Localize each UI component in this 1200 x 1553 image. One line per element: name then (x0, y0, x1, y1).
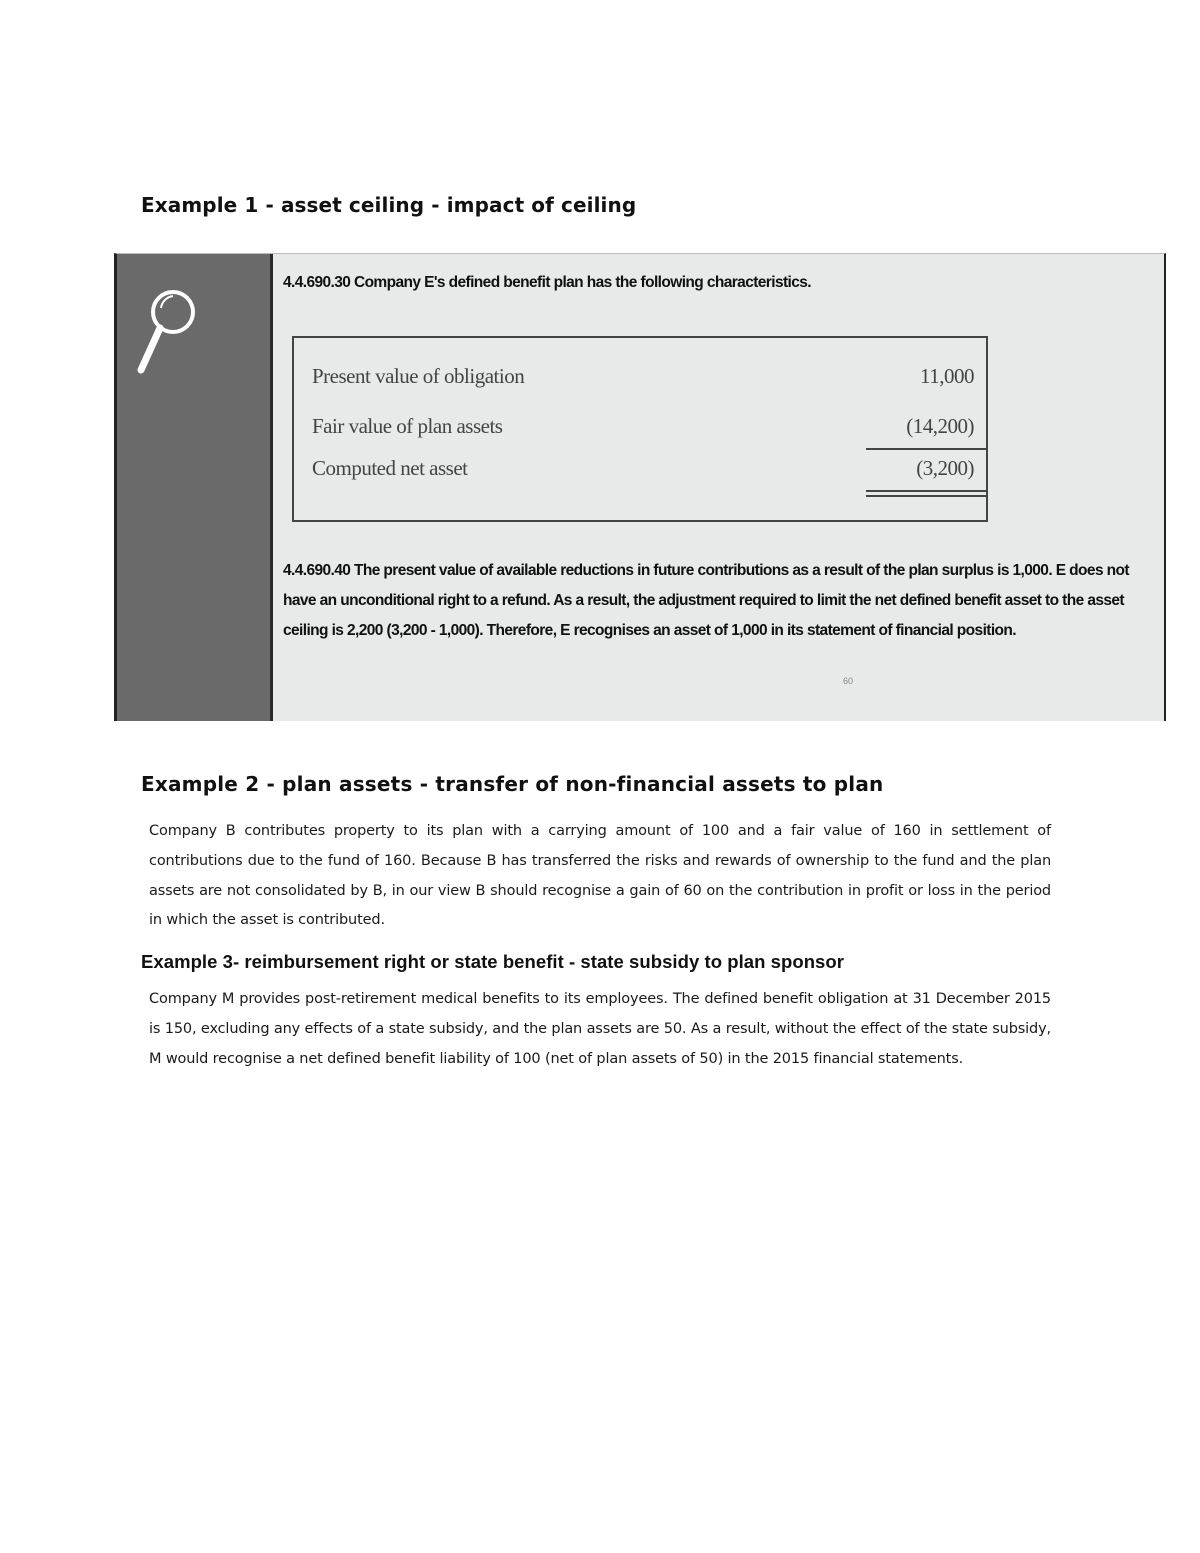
example-1-heading: Example 1 - asset ceiling - impact of ceiling (141, 193, 637, 217)
total-double-rule-bottom (866, 495, 988, 497)
box-sidebar (117, 254, 273, 721)
row-label: Computed net asset (312, 456, 468, 480)
net-asset-table (292, 336, 988, 522)
row-label: Present value of obligation (312, 364, 525, 388)
paragraph-ref: 4.4.690.40 (283, 562, 351, 579)
row-value: (3,200) (916, 456, 974, 480)
example-2-heading: Example 2 - plan assets - transfer of non-financial assets to plan (141, 772, 884, 796)
page-mark: 60 (843, 676, 854, 686)
total-double-rule-top (866, 490, 988, 492)
subtotal-rule (866, 448, 988, 450)
example-1-box (114, 253, 1166, 721)
paragraph-text: Company E's defined benefit plan has the following characteristics. (350, 274, 811, 291)
example-2-body: Company B contributes property to its plan with a carrying amount of 100 and a fair value of 160 in settlement of contributions due to the fund of 160. Because B has transferred the risks and rewards of ownership to the fund and the plan assets are not consolidated by B, in our view B should recognise a gain of 60 on the contribution in profit or loss in the period in which the asset is contributed. (149, 823, 1051, 929)
example-3-body: Company M provides post-retirement medical benefits to its employees. The defined benefit obligation at 31 December 2015 is 150, excluding any effects of a state subsidy, and the plan assets are 50. As a result, without the effect of the state subsidy, M would recognise a net defined benefit liability of 100 (net of plan assets of 50) in the 2015 financial statements. (149, 991, 1051, 1067)
row-label: Fair value of plan assets (312, 414, 503, 438)
row-value: (14,200) (906, 414, 974, 438)
paragraph-ref: 4.4.690.30 (283, 274, 351, 291)
table-row (312, 414, 974, 444)
paragraph-text: The present value of available reductions in future contributions as a result of the plan surplus is 1,000. E does not have an unconditional right to a refund. As a result, the adjustment required to limit the net defined benefit asset to the asset ceiling is 2,200 (3,200 - 1,000). Therefore, E recognises an asset of 1,000 in its statement of financial position. (283, 562, 1129, 639)
example-3-heading: Example 3- reimbursement right or state benefit - state subsidy to plan sponsor (141, 951, 844, 972)
table-row (312, 456, 974, 486)
paragraph-4-4-690-30 (283, 274, 1153, 292)
paragraph-4-4-690-40 (283, 556, 1153, 646)
row-value: 11,000 (920, 364, 974, 388)
magnifier-icon (133, 282, 197, 378)
table-row (312, 364, 974, 394)
